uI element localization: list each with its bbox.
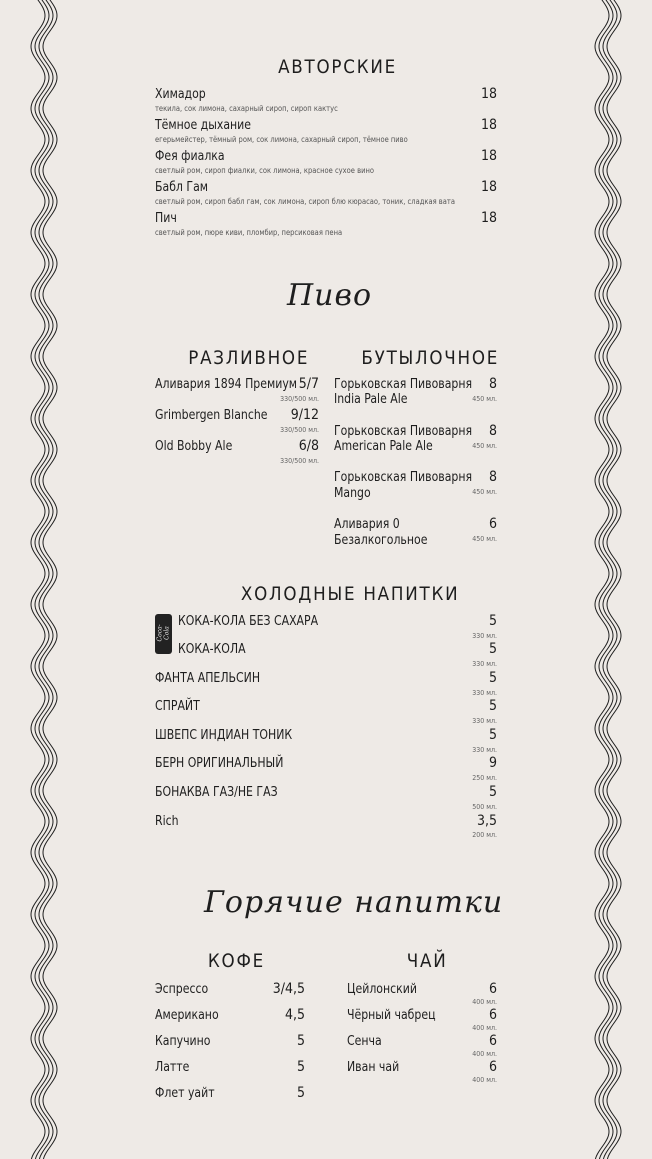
coffee-item-price: 5 [296,1059,305,1075]
cold-item-price: 5 [488,727,497,743]
signature-item-name: Фея фиалка [155,148,225,164]
bottled-item-line2: India Pale Ale [334,391,408,407]
signature-item-name: Химадор [155,86,206,102]
tea-item-price: 6 [488,1059,497,1075]
signature-item-name: Пич [155,210,177,226]
cold-item-name: БОНАКВА ГАЗ/НЕ ГАЗ [155,784,278,800]
draft-item-name: Аливария 1894 Премиум [155,376,298,392]
cold-item-volume: 200 мл. [472,831,497,839]
draft-item-price: 6/8 [298,438,319,454]
bottled-item-volume: 450 мл. [472,442,497,450]
cold-item-price: 5 [488,613,497,629]
signature-item-price: 18 [480,117,497,133]
cold-item-price: 5 [488,698,497,714]
tea-item-volume: 400 мл. [472,998,497,1006]
cold-item-name: СПРАЙТ [155,698,200,714]
cold-item-name: Rich [155,813,179,829]
coffee-item-name: Капучино [155,1033,211,1049]
tea-item-price: 6 [488,1033,497,1049]
bottled-item-price: 8 [488,423,497,439]
coffee-item-name: Американо [155,1007,219,1023]
draft-item-volume: 330/500 мл. [280,426,319,434]
section-title-signature: АВТОРСКИЕ [278,56,397,78]
bottled-item-price: 6 [488,516,497,532]
signature-item-desc: светлый ром, сироп бабл гам, сок лимона, сироп блю кюрасао, тоник, сладкая вата [155,197,455,206]
draft-item-name: Old Bobby Ale [155,438,233,454]
coca-cola-can-icon [155,614,172,654]
signature-item-price: 18 [480,179,497,195]
coffee-item-price: 5 [296,1085,305,1101]
draft-item-price: 9/12 [290,407,319,423]
section-script-hot: Горячие напитки [204,885,504,920]
tea-item-volume: 400 мл. [472,1076,497,1084]
signature-item-desc: егерьмейстер, тёмный ром, сок лимона, сахарный сироп, тёмное пиво [155,135,408,144]
section-title-draft: РАЗЛИВНОЕ [188,347,310,369]
coffee-item-price: 3/4,5 [272,981,305,997]
signature-item-desc: светлый ром, пюре киви, пломбир, персиковая пена [155,228,343,237]
cold-item-price: 9 [488,755,497,771]
bottled-item-line2: Mango [334,485,371,501]
signature-item-desc: светлый ром, сироп фиалки, сок лимона, красное сухое вино [155,166,374,175]
bottled-item-price: 8 [488,376,497,392]
tea-item-price: 6 [488,981,497,997]
bottled-item-volume: 450 мл. [472,535,497,543]
tea-item-price: 6 [488,1007,497,1023]
coffee-item-price: 4,5 [284,1007,305,1023]
cold-item-price: 5 [488,641,497,657]
bottled-item-volume: 450 мл. [472,395,497,403]
bottled-item-line1: Горьковская Пивоварня [334,423,473,439]
cold-item-price: 5 [488,784,497,800]
coffee-item-price: 5 [296,1033,305,1049]
cold-item-price: 3,5 [476,813,497,829]
cold-item-name: ФАНТА АПЕЛЬСИН [155,670,261,686]
cold-item-volume: 500 мл. [472,803,497,811]
bottled-item-price: 8 [488,469,497,485]
tea-item-volume: 400 мл. [472,1050,497,1058]
cold-item-volume: 330 мл. [472,632,497,640]
draft-item-volume: 330/500 мл. [280,395,319,403]
signature-item-desc: текила, сок лимона, сахарный сироп, сироп кактус [155,104,338,113]
bottled-item-line1: Горьковская Пивоварня [334,469,473,485]
bottled-item-line1: Горьковская Пивоварня [334,376,473,392]
signature-item-name: Тёмное дыхание [155,117,252,133]
coffee-item-name: Латте [155,1059,190,1075]
section-title-cold: ХОЛОДНЫЕ НАПИТКИ [240,583,460,605]
signature-item-price: 18 [480,210,497,226]
draft-item-price: 5/7 [298,376,319,392]
cold-item-name: КОКА-КОЛА [178,641,246,657]
cold-item-volume: 330 мл. [472,746,497,754]
cold-item-volume: 330 мл. [472,717,497,725]
cold-item-price: 5 [488,670,497,686]
draft-item-name: Grimbergen Blanche [155,407,268,423]
cold-item-volume: 330 мл. [472,660,497,668]
signature-item-name: Бабл Гам [155,179,209,195]
cold-item-name: БЕРН ОРИГИНАЛЬНЫЙ [155,755,284,771]
section-title-tea: ЧАЙ [406,950,448,972]
section-title-coffee: КОФЕ [207,950,265,972]
tea-item-name: Иван чай [347,1059,400,1075]
tea-item-name: Цейлонский [347,981,417,997]
draft-item-volume: 330/500 мл. [280,457,319,465]
coffee-item-name: Флет уайт [155,1085,215,1101]
cold-item-volume: 250 мл. [472,774,497,782]
coffee-item-name: Эспрессо [155,981,209,997]
cold-item-name: КОКА-КОЛА БЕЗ САХАРА [178,613,319,629]
bottled-item-line1: Аливария 0 [334,516,400,532]
section-title-bottled: БУТЫЛОЧНОЕ [361,347,500,369]
bottled-item-line2: Безалкогольное [334,532,428,548]
tea-item-name: Чёрный чабрец [347,1007,436,1023]
signature-item-price: 18 [480,86,497,102]
bottled-item-line2: American Pale Ale [334,438,433,454]
cold-item-name: ШВЕПС ИНДИАН ТОНИК [155,727,293,743]
cold-item-volume: 330 мл. [472,689,497,697]
section-script-beer: Пиво [287,278,373,313]
signature-item-price: 18 [480,148,497,164]
tea-item-name: Сенча [347,1033,382,1049]
can-logo: Coca-Cola [156,624,171,642]
bottled-item-volume: 450 мл. [472,488,497,496]
tea-item-volume: 400 мл. [472,1024,497,1032]
